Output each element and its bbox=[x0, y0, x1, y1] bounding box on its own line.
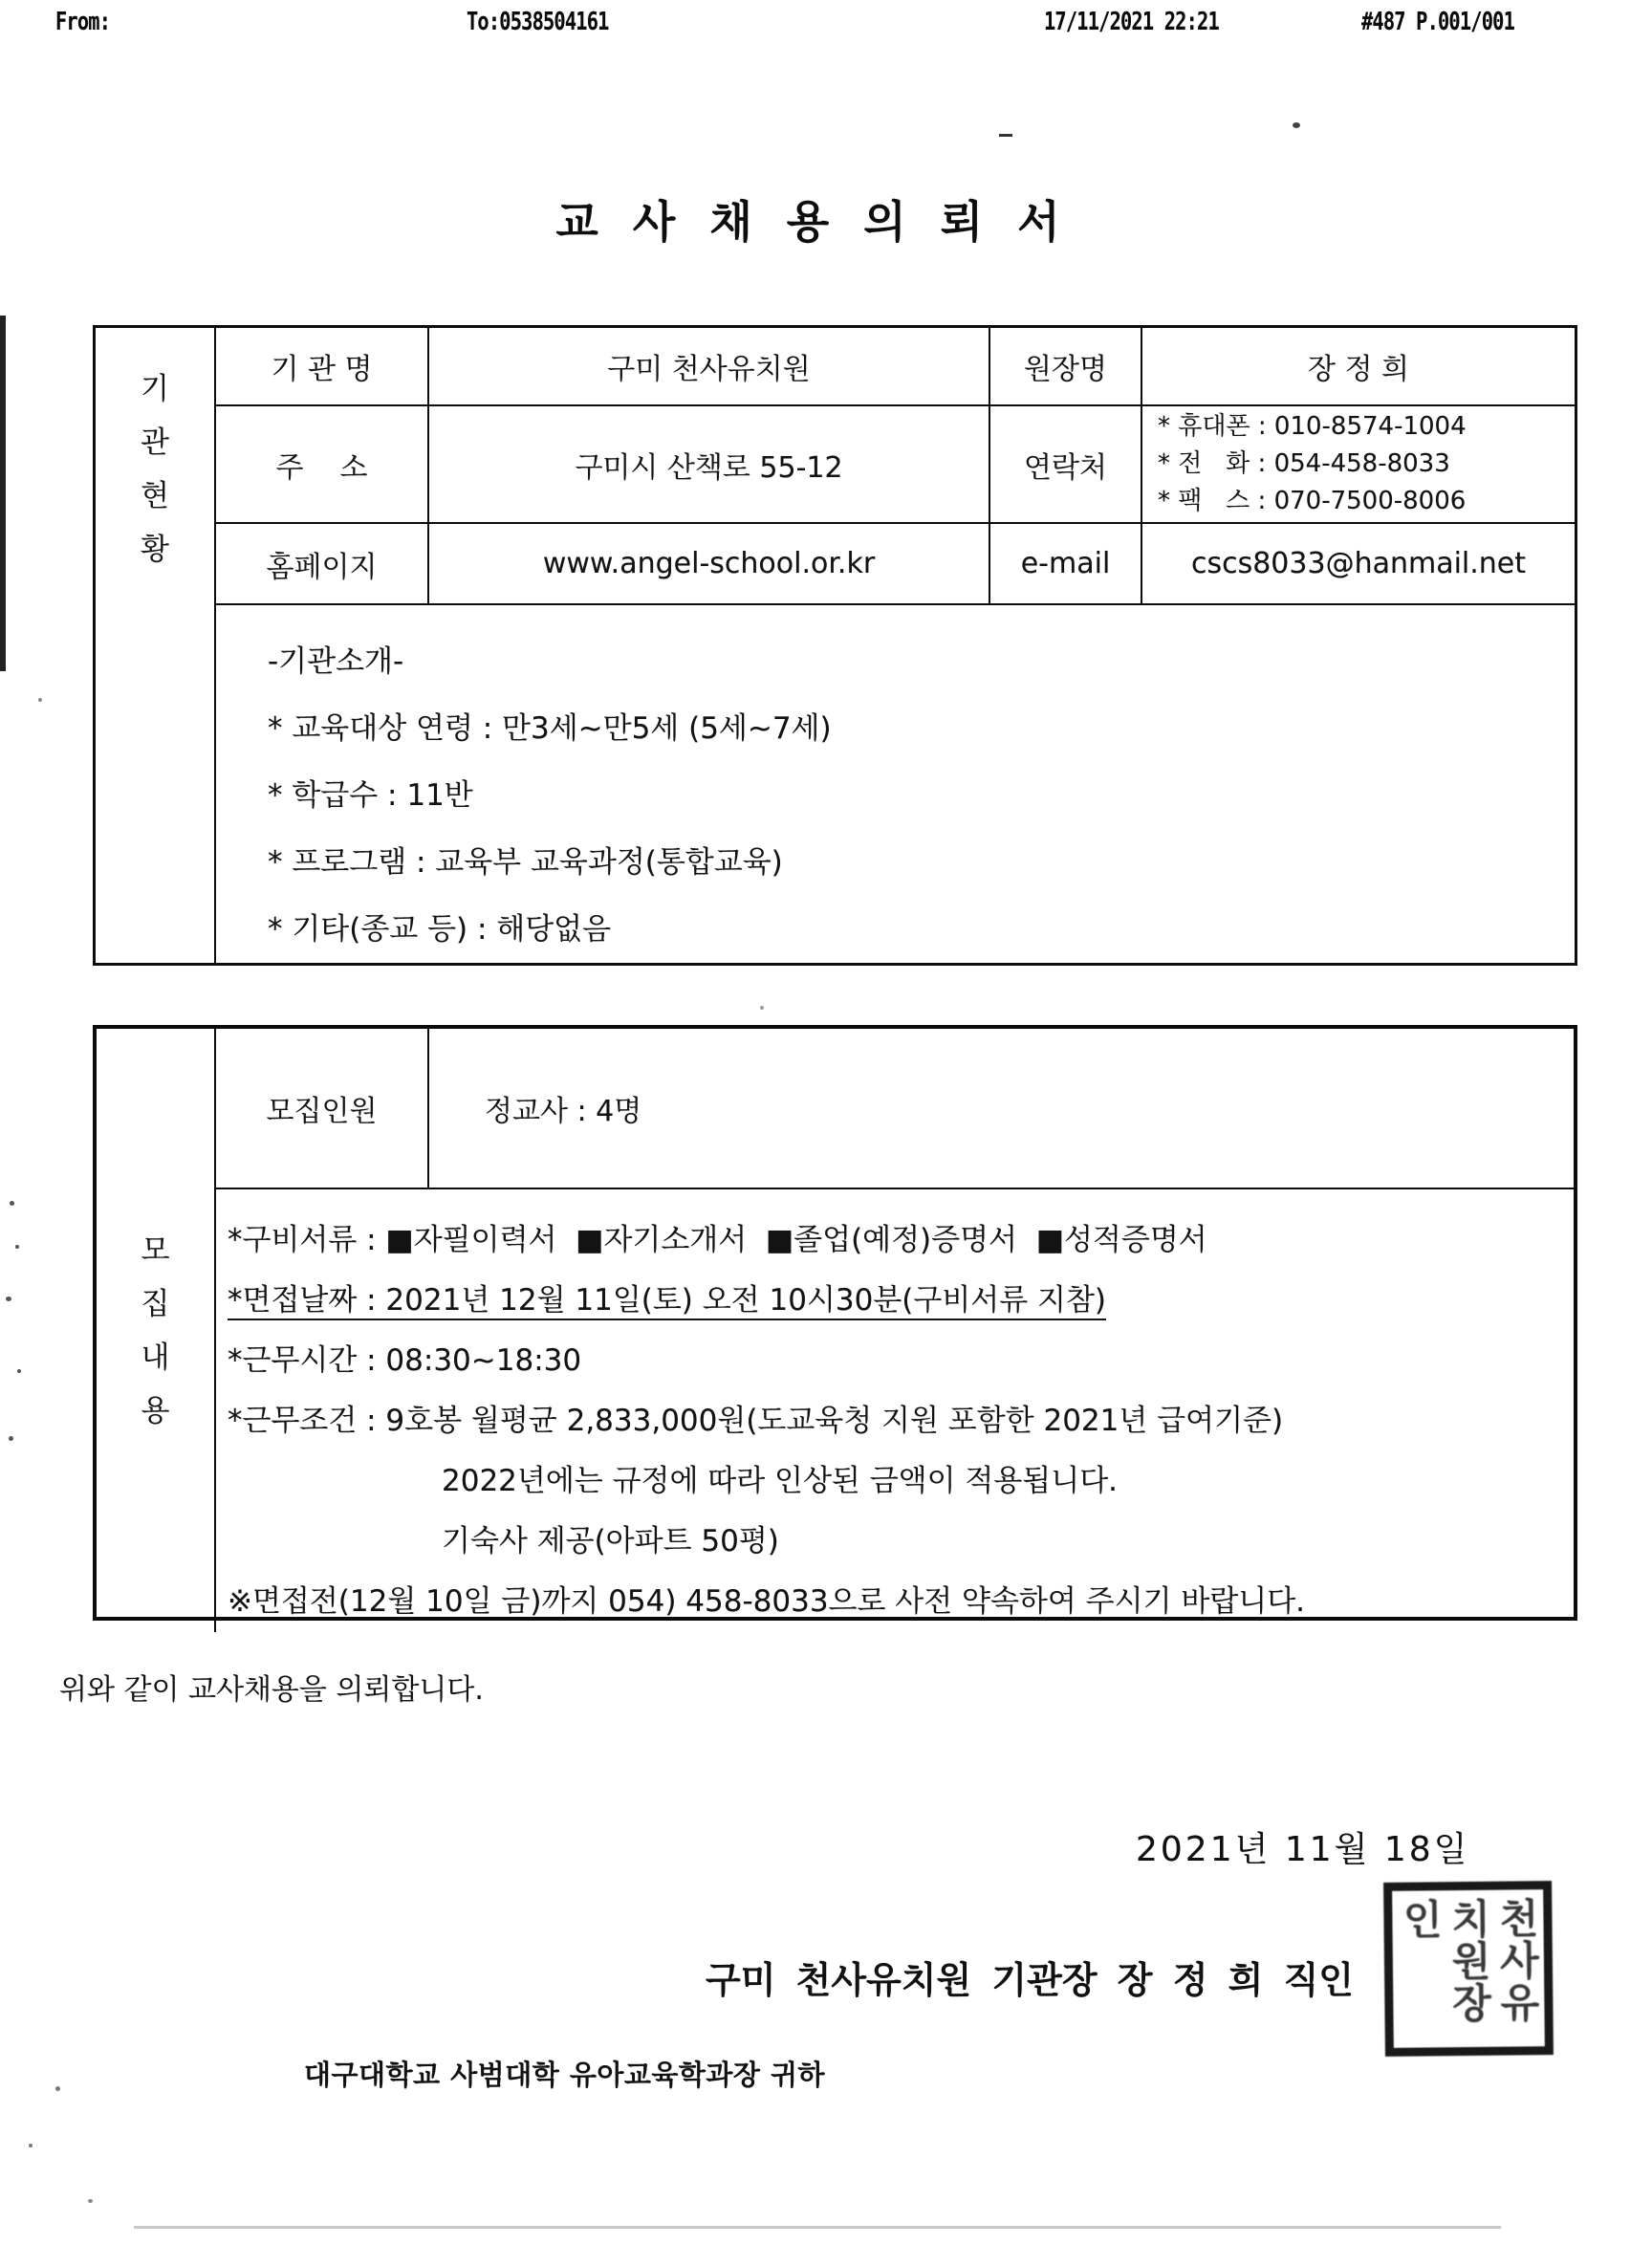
scan-noise bbox=[29, 2144, 33, 2147]
institution-table bbox=[93, 325, 1577, 966]
scan-noise bbox=[55, 2086, 60, 2091]
scan-noise bbox=[9, 1436, 13, 1441]
institution-section-cell bbox=[96, 328, 216, 963]
recruit-details bbox=[216, 1189, 1574, 1632]
scan-edge-line bbox=[134, 2226, 1501, 2229]
homepage-value: www.angel-school.or.kr bbox=[429, 524, 990, 605]
recipient-line: 대구대학교 사범대학 유아교육학과장 귀하 bbox=[304, 2059, 826, 2091]
contact-list bbox=[1142, 406, 1575, 524]
recruit-section-cell bbox=[97, 1029, 216, 1632]
scan-noise bbox=[1293, 122, 1300, 128]
email-value: cscs8033@hanmail.net bbox=[1142, 524, 1575, 605]
contact-label: 연락처 bbox=[990, 406, 1142, 524]
detail-line-work-hours: *근무시간 : 08:30~18:30 bbox=[228, 1343, 582, 1378]
address-label: 주 소 bbox=[216, 406, 429, 524]
contact-line-mobile: * 휴대폰 : 010-8574-1004 bbox=[1158, 412, 1467, 441]
recruitment-table bbox=[93, 1025, 1577, 1621]
director-label: 원장명 bbox=[990, 328, 1142, 406]
fax-header-to: To:0538504161 bbox=[467, 8, 609, 36]
signature-line: 구미 천사유치원 기관장 장 정 희 직인 bbox=[706, 1959, 1354, 2001]
detail-line-documents: *구비서류 : ■자필이력서 ■자기소개서 ■졸업(예정)증명서 ■성적증명서 bbox=[228, 1223, 1207, 1257]
institution-section-label: 기관현황 bbox=[141, 372, 169, 567]
request-statement: 위와 같이 교사채용을 의뢰합니다. bbox=[59, 1673, 484, 1707]
page-title: 교 사 채 용 의 뢰 서 bbox=[555, 196, 1070, 248]
scan-noise bbox=[999, 134, 1012, 137]
intro-line-etc: * 기타(종교 등) : 해당없음 bbox=[268, 912, 612, 947]
headcount-value: 정교사 : 4명 bbox=[429, 1029, 1574, 1189]
detail-line-appointment-note: ※면접전(12월 10일 금)까지 054) 458-8033으로 사전 약속하여 주시기 바랍니다. bbox=[228, 1584, 1306, 1619]
scan-noise bbox=[17, 1369, 21, 1373]
scan-streak bbox=[0, 316, 6, 671]
detail-line-raise-note: 2022년에는 규정에 따라 인상된 금액이 적용됩니다. bbox=[442, 1464, 1118, 1498]
scan-noise bbox=[760, 1006, 764, 1010]
fax-header-datetime: 17/11/2021 22:21 bbox=[1044, 8, 1219, 36]
homepage-label: 홈페이지 bbox=[216, 524, 429, 605]
official-seal-stamp bbox=[1383, 1881, 1554, 2057]
contact-line-fax: * 팩 스 : 070-7500-8006 bbox=[1158, 487, 1467, 515]
intro-line-program: * 프로그램 : 교육부 교육과정(통합교육) bbox=[268, 845, 783, 880]
intro-line-classes: * 학급수 : 11반 bbox=[268, 778, 473, 813]
recruit-section-label: 모집내용 bbox=[141, 1232, 170, 1428]
fax-header-page-count: #487 P.001/001 bbox=[1361, 8, 1515, 36]
fax-header-from: From: bbox=[55, 8, 111, 36]
detail-line-work-conditions: *근무조건 : 9호봉 월평균 2,833,000원(도교육청 지원 포함한 2021년 급여기준) bbox=[228, 1404, 1284, 1438]
org-name-value: 구미 천사유치원 bbox=[429, 328, 990, 406]
director-value: 장 정 희 bbox=[1142, 328, 1575, 406]
scan-noise bbox=[15, 1245, 19, 1249]
intro-heading: -기관소개- bbox=[268, 644, 404, 679]
detail-line-dormitory: 기숙사 제공(아파트 50평) bbox=[442, 1524, 779, 1558]
headcount-label: 모집인원 bbox=[216, 1029, 429, 1189]
org-name-label: 기 관 명 bbox=[216, 328, 429, 406]
intro-section bbox=[216, 605, 1575, 963]
scan-noise bbox=[38, 698, 42, 702]
scan-noise bbox=[88, 2199, 93, 2203]
detail-line-interview-date: *면접날짜 : 2021년 12월 11일(토) 오전 10시30분(구비서류 지참) bbox=[228, 1283, 1107, 1318]
document-date: 2021년 11월 18일 bbox=[1136, 1830, 1470, 1869]
address-value: 구미시 산책로 55-12 bbox=[429, 406, 990, 524]
email-label: e-mail bbox=[990, 524, 1142, 605]
seal-text: 천사유치원장인 bbox=[1397, 1897, 1542, 2025]
scan-noise bbox=[6, 1297, 11, 1301]
intro-line-age: * 교육대상 연령 : 만3세~만5세 (5세~7세) bbox=[268, 711, 832, 746]
scan-noise bbox=[10, 1201, 14, 1206]
contact-line-phone: * 전 화 : 054-458-8033 bbox=[1158, 449, 1450, 478]
